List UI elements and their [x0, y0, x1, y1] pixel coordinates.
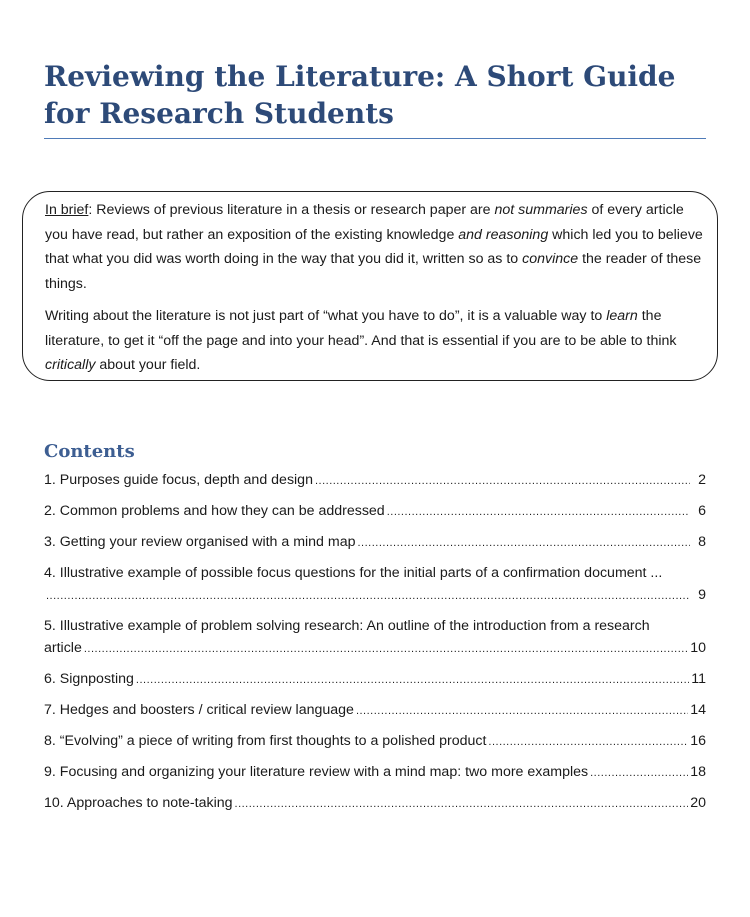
toc-entry[interactable]	[44, 699, 706, 722]
toc-entry-line	[44, 699, 706, 722]
toc-page-number: 6	[698, 503, 706, 519]
toc-entry-line	[44, 730, 706, 753]
body-text: the literature, to get it “off the page and into your head”. And that is essential if you are to be able to think	[45, 308, 677, 349]
toc-entry[interactable]	[44, 615, 706, 660]
toc-page-number: 16	[690, 733, 706, 749]
toc-entry-title: 1. Purposes guide focus, depth and design	[44, 472, 313, 488]
toc-entry-title: 7. Hedges and boosters / critical review language	[44, 702, 354, 718]
emphasis-text: not summaries	[494, 202, 588, 218]
toc-page-number: 9	[698, 587, 706, 603]
emphasis-text: and reasoning	[458, 226, 549, 243]
toc-entry-line	[44, 469, 706, 492]
toc-page-number: 20	[690, 795, 706, 811]
emphasis-text: convince	[522, 251, 579, 267]
body-text: about your field.	[95, 357, 201, 373]
toc-dot-leader	[356, 699, 688, 722]
toc-entry[interactable]	[44, 500, 706, 523]
toc-page-number: 11	[691, 671, 706, 687]
toc-entry-line	[44, 792, 706, 815]
toc-page-number: 8	[698, 534, 706, 550]
in-brief-label: In brief	[45, 202, 89, 218]
title-divider	[44, 138, 706, 139]
contents-heading: Contents	[44, 441, 135, 462]
table-of-contents	[44, 469, 706, 823]
toc-entry-line	[44, 761, 706, 784]
toc-entry-leader-line	[44, 637, 706, 660]
toc-entry-line	[44, 668, 706, 691]
toc-dot-leader	[136, 668, 689, 691]
toc-dot-leader	[46, 584, 690, 607]
toc-entry[interactable]	[44, 668, 706, 691]
in-brief-box	[22, 191, 718, 381]
toc-dot-leader	[387, 500, 690, 523]
body-text: which led you to believe that what you did was worth doing in the way that you did it, written so as to	[45, 226, 703, 267]
toc-entry[interactable]	[44, 531, 706, 554]
toc-dot-leader	[315, 469, 690, 492]
toc-entry[interactable]	[44, 761, 706, 784]
toc-entry[interactable]	[44, 730, 706, 753]
toc-entry-title: 8. “Evolving” a piece of writing from first thoughts to a polished product	[44, 733, 487, 749]
toc-entry-title: 9. Focusing and organizing your literature review with a mind map: two more examples	[44, 764, 589, 780]
toc-entry-title: 3. Getting your review organised with a mind map	[44, 534, 356, 550]
toc-dot-leader	[590, 761, 688, 784]
toc-entry-title-continued: article	[44, 640, 82, 656]
toc-dot-leader	[235, 792, 689, 815]
document-title: Reviewing the Literature: A Short Guide for Research Students	[44, 60, 676, 130]
toc-dot-leader	[488, 730, 688, 753]
in-brief-paragraph-2	[45, 304, 703, 378]
toc-entry-title: 5. Illustrative example of problem solving research: An outline of the introduction from a research	[44, 618, 650, 634]
emphasis-text: learn	[606, 308, 638, 324]
toc-dot-leader	[358, 531, 691, 554]
toc-entry-title: 10. Approaches to note-taking	[44, 795, 233, 811]
toc-entry[interactable]	[44, 562, 706, 607]
toc-page-number: 2	[698, 472, 706, 488]
toc-entry-title: 2. Common problems and how they can be addressed	[44, 503, 385, 519]
body-text: Writing about the literature is not just part of “what you have to do”, it is a valuable way to	[45, 308, 607, 324]
body-text: the reader of these things.	[45, 251, 702, 292]
toc-entry-line	[44, 531, 706, 554]
toc-entry-title: 4. Illustrative example of possible focus questions for the initial parts of a confirmation document ...	[44, 565, 663, 581]
toc-entry-title: 6. Signposting	[44, 671, 134, 687]
toc-entry-line	[44, 500, 706, 523]
toc-entry-leader-line	[44, 584, 706, 607]
toc-page-number: 18	[690, 764, 706, 780]
toc-page-number: 10	[690, 640, 706, 656]
toc-page-number: 14	[690, 702, 706, 718]
toc-dot-leader	[84, 637, 688, 660]
body-text: of every article you have read, but rather an exposition of the existing knowledge	[45, 202, 684, 243]
toc-entry[interactable]	[44, 469, 706, 492]
emphasis-text: critically	[45, 357, 96, 373]
in-brief-paragraph-1	[45, 198, 703, 296]
toc-entry[interactable]	[44, 792, 706, 815]
body-text: : Reviews of previous literature in a thesis or research paper are	[88, 202, 495, 218]
